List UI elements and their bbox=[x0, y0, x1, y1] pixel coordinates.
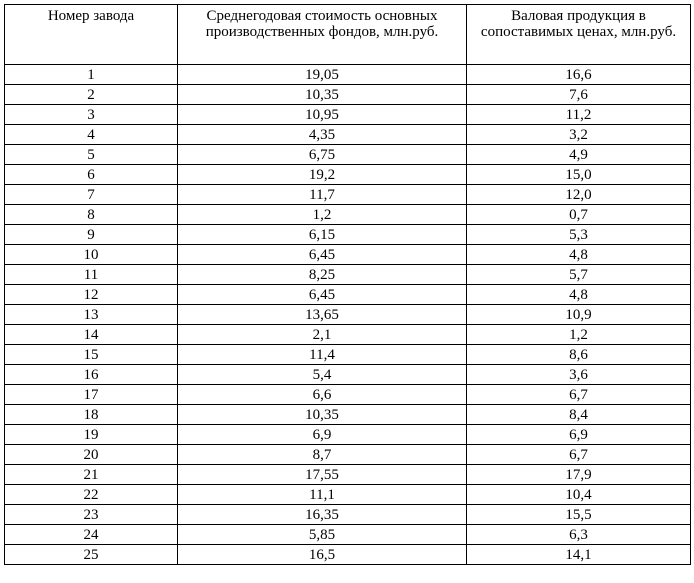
cell-fixed-assets-cost: 6,9 bbox=[178, 425, 467, 445]
table-row bbox=[5, 405, 691, 425]
cell-factory-number: 7 bbox=[5, 185, 178, 205]
cell-gross-output: 4,8 bbox=[467, 245, 691, 265]
cell-gross-output: 6,3 bbox=[467, 525, 691, 545]
table-row bbox=[5, 345, 691, 365]
cell-fixed-assets-cost: 8,7 bbox=[178, 445, 467, 465]
cell-fixed-assets-cost: 11,4 bbox=[178, 345, 467, 365]
cell-gross-output: 3,6 bbox=[467, 365, 691, 385]
cell-gross-output: 17,9 bbox=[467, 465, 691, 485]
cell-factory-number: 9 bbox=[5, 225, 178, 245]
table-row bbox=[5, 205, 691, 225]
table-row bbox=[5, 85, 691, 105]
table-row bbox=[5, 325, 691, 345]
cell-fixed-assets-cost: 11,1 bbox=[178, 485, 467, 505]
cell-fixed-assets-cost: 16,35 bbox=[178, 505, 467, 525]
cell-gross-output: 3,2 bbox=[467, 125, 691, 145]
cell-factory-number: 19 bbox=[5, 425, 178, 445]
cell-fixed-assets-cost: 6,6 bbox=[178, 385, 467, 405]
table-row bbox=[5, 485, 691, 505]
table-row bbox=[5, 285, 691, 305]
cell-gross-output: 6,7 bbox=[467, 385, 691, 405]
cell-factory-number: 14 bbox=[5, 325, 178, 345]
cell-fixed-assets-cost: 2,1 bbox=[178, 325, 467, 345]
cell-factory-number: 25 bbox=[5, 545, 178, 565]
cell-fixed-assets-cost: 19,05 bbox=[178, 65, 467, 85]
cell-factory-number: 15 bbox=[5, 345, 178, 365]
cell-fixed-assets-cost: 10,35 bbox=[178, 405, 467, 425]
table-row bbox=[5, 265, 691, 285]
cell-gross-output: 16,6 bbox=[467, 65, 691, 85]
table-row bbox=[5, 525, 691, 545]
cell-factory-number: 8 bbox=[5, 205, 178, 225]
cell-factory-number: 12 bbox=[5, 285, 178, 305]
cell-gross-output: 11,2 bbox=[467, 105, 691, 125]
cell-gross-output: 12,0 bbox=[467, 185, 691, 205]
cell-factory-number: 6 bbox=[5, 165, 178, 185]
cell-fixed-assets-cost: 10,95 bbox=[178, 105, 467, 125]
cell-gross-output: 6,9 bbox=[467, 425, 691, 445]
cell-gross-output: 7,6 bbox=[467, 85, 691, 105]
cell-factory-number: 5 bbox=[5, 145, 178, 165]
header-gross-output: Валовая продукция в сопоставимых ценах, млн.руб. bbox=[467, 5, 691, 65]
cell-gross-output: 4,9 bbox=[467, 145, 691, 165]
cell-factory-number: 21 bbox=[5, 465, 178, 485]
table-row bbox=[5, 145, 691, 165]
cell-fixed-assets-cost: 5,85 bbox=[178, 525, 467, 545]
cell-fixed-assets-cost: 6,15 bbox=[178, 225, 467, 245]
cell-factory-number: 23 bbox=[5, 505, 178, 525]
cell-gross-output: 5,7 bbox=[467, 265, 691, 285]
cell-gross-output: 15,0 bbox=[467, 165, 691, 185]
table-row bbox=[5, 365, 691, 385]
table-row bbox=[5, 305, 691, 325]
cell-fixed-assets-cost: 16,5 bbox=[178, 545, 467, 565]
table-row bbox=[5, 465, 691, 485]
cell-fixed-assets-cost: 6,75 bbox=[178, 145, 467, 165]
cell-factory-number: 1 bbox=[5, 65, 178, 85]
cell-factory-number: 13 bbox=[5, 305, 178, 325]
header-row bbox=[5, 5, 691, 65]
cell-factory-number: 3 bbox=[5, 105, 178, 125]
table-row bbox=[5, 545, 691, 565]
cell-factory-number: 24 bbox=[5, 525, 178, 545]
table-row bbox=[5, 225, 691, 245]
header-fixed-assets-cost: Среднегодовая стоимость основных производственных фондов, млн.руб. bbox=[178, 5, 467, 65]
cell-gross-output: 4,8 bbox=[467, 285, 691, 305]
cell-factory-number: 17 bbox=[5, 385, 178, 405]
cell-fixed-assets-cost: 19,2 bbox=[178, 165, 467, 185]
cell-gross-output: 1,2 bbox=[467, 325, 691, 345]
cell-fixed-assets-cost: 10,35 bbox=[178, 85, 467, 105]
cell-gross-output: 0,7 bbox=[467, 205, 691, 225]
cell-fixed-assets-cost: 8,25 bbox=[178, 265, 467, 285]
cell-gross-output: 15,5 bbox=[467, 505, 691, 525]
table-row bbox=[5, 505, 691, 525]
cell-gross-output: 10,9 bbox=[467, 305, 691, 325]
table-row bbox=[5, 165, 691, 185]
cell-factory-number: 22 bbox=[5, 485, 178, 505]
cell-gross-output: 8,4 bbox=[467, 405, 691, 425]
table-row bbox=[5, 105, 691, 125]
header-factory-number: Номер завода bbox=[5, 5, 178, 65]
table-row bbox=[5, 425, 691, 445]
cell-gross-output: 8,6 bbox=[467, 345, 691, 365]
table-row bbox=[5, 125, 691, 145]
cell-fixed-assets-cost: 4,35 bbox=[178, 125, 467, 145]
cell-gross-output: 14,1 bbox=[467, 545, 691, 565]
cell-fixed-assets-cost: 11,7 bbox=[178, 185, 467, 205]
cell-factory-number: 11 bbox=[5, 265, 178, 285]
cell-fixed-assets-cost: 17,55 bbox=[178, 465, 467, 485]
cell-fixed-assets-cost: 13,65 bbox=[178, 305, 467, 325]
cell-fixed-assets-cost: 1,2 bbox=[178, 205, 467, 225]
cell-factory-number: 4 bbox=[5, 125, 178, 145]
cell-factory-number: 16 bbox=[5, 365, 178, 385]
cell-factory-number: 2 bbox=[5, 85, 178, 105]
cell-gross-output: 5,3 bbox=[467, 225, 691, 245]
cell-fixed-assets-cost: 5,4 bbox=[178, 365, 467, 385]
table-row bbox=[5, 65, 691, 85]
factories-table bbox=[4, 4, 691, 565]
cell-fixed-assets-cost: 6,45 bbox=[178, 245, 467, 265]
table-body bbox=[5, 65, 691, 565]
cell-gross-output: 10,4 bbox=[467, 485, 691, 505]
table-row bbox=[5, 245, 691, 265]
cell-factory-number: 18 bbox=[5, 405, 178, 425]
cell-fixed-assets-cost: 6,45 bbox=[178, 285, 467, 305]
table-row bbox=[5, 445, 691, 465]
table-row bbox=[5, 185, 691, 205]
cell-factory-number: 20 bbox=[5, 445, 178, 465]
cell-gross-output: 6,7 bbox=[467, 445, 691, 465]
table-row bbox=[5, 385, 691, 405]
cell-factory-number: 10 bbox=[5, 245, 178, 265]
